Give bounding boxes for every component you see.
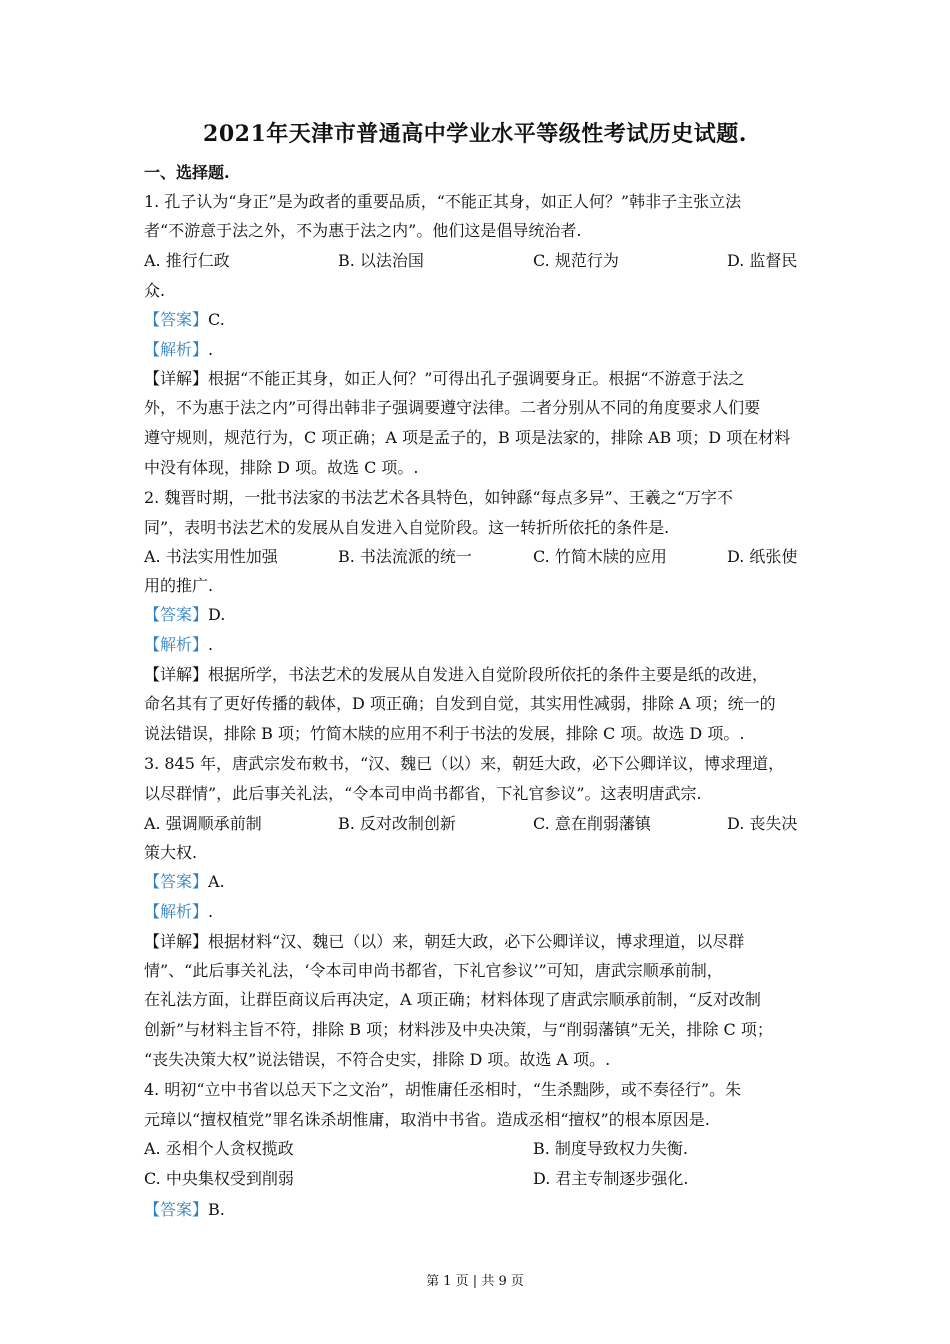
analysis-value: . [208,340,214,359]
q2-detail-line [144,665,768,685]
analysis-tag: 【解析】 [144,902,209,921]
q3-stem-line: 以尽群情”，此后事关礼法，“令本司申尚书都省，下礼官参议”。这表明唐武宗. [144,784,702,803]
answer-value: B. [208,1200,225,1219]
q1-answer [144,310,225,330]
q2-detail-line: 说法错误，排除 B 项；竹简木牍的应用不利于书法的发展，排除 C 项。故选 D 项。. [144,724,745,743]
answer-tag: 【答案】 [144,872,209,891]
q3-option-d: D. 丧失决 [727,814,798,833]
detail-tag: 【详解】 [144,932,209,951]
analysis-tag: 【解析】 [144,635,209,654]
q4-stem-line: 4. 明初“立中书省以总天下之文治”，胡惟庸任丞相时，“生杀黜陟，或不奏径行”。朱 [144,1080,742,1099]
q1-detail-line: 遵守规则，规范行为，C 项正确；A 项是孟子的，B 项是法家的，排除 AB 项；D 项在材料 [144,428,791,447]
detail-text: 根据“不能正其身，如正人何？”可得出孔子强调要身正。根据“不游意于法之 [208,369,745,388]
q1-detail-line: 中没有体现，排除 D 项。故选 C 项。. [144,458,419,477]
q1-option-wrap: 众. [144,281,166,300]
q3-option-c: C. 意在削弱藩镇 [533,814,651,833]
section-heading: 一、选择题. [144,163,230,182]
q3-detail-line: “丧失决策大权”说法错误，不符合史实，排除 D 项。故选 A 项。. [144,1050,611,1069]
q3-detail-line: 创新”与材料主旨不符，排除 B 项；材料涉及中央决策，与“削弱藩镇”无关，排除 C 项； [144,1020,773,1039]
q1-stem-line: 1. 孔子认为“身正”是为政者的重要品质，“不能正其身，如正人何？”韩非子主张立法 [144,192,742,211]
detail-tag: 【详解】 [144,369,209,388]
q2-detail-line: 命名其有了更好传播的载体，D 项正确；自发到自觉，其实用性减弱，排除 A 项；统一的 [144,694,776,713]
q1-analysis [144,340,213,360]
q4-option-b: B. 制度导致权力失衡. [533,1139,689,1158]
analysis-value: . [208,902,214,921]
q2-option-c: C. 竹简木牍的应用 [533,547,667,566]
q3-answer [144,872,225,892]
q4-stem-line: 元璋以“擅权植党”罪名诛杀胡惟庸，取消中书省。造成丞相“擅权”的根本原因是. [144,1110,710,1129]
q2-stem-line: 2. 魏晋时期，一批书法家的书法艺术各具特色，如钟繇“每点多异”、王羲之“万字不 [144,488,733,507]
page-footer: 第 1 页 | 共 9 页 [426,1274,524,1289]
q1-detail-line: 外，不为惠于法之内”可得出韩非子强调要遵守法律。二者分别从不同的角度要求人们要 [144,398,761,417]
q1-option-d: D. 监督民 [727,251,798,270]
detail-text: 根据材料“汉、魏已（以）来，朝廷大政，必下公卿详议，博求理道，以尽群 [208,932,745,951]
answer-value: C. [208,310,225,329]
q4-option-d: D. 君主专制逐步强化. [533,1169,689,1188]
answer-tag: 【答案】 [144,605,209,624]
q1-option-b: B. 以法治国 [338,251,424,270]
page-title: 2021年天津市普通高中学业水平等级性考试历史试题. [203,121,747,147]
answer-tag: 【答案】 [144,310,209,329]
q1-option-a: A. 推行仁政 [144,251,230,270]
q4-answer [144,1200,225,1220]
q2-option-d: D. 纸张使 [727,547,798,566]
q3-option-b: B. 反对改制创新 [338,814,456,833]
q1-detail-line [144,369,745,389]
q2-stem-line: 同”，表明书法艺术的发展从自发进入自觉阶段。这一转折所依托的条件是. [144,518,670,537]
analysis-value: . [208,635,214,654]
q3-detail-line: 在礼法方面，让群臣商议后再决定，A 项正确；材料体现了唐武宗顺承前制，“反对改制 [144,990,761,1009]
q2-option-wrap: 用的推广. [144,576,214,595]
q3-option-a: A. 强调顺承前制 [144,814,262,833]
q1-option-c: C. 规范行为 [533,251,619,270]
q2-option-a: A. 书法实用性加强 [144,547,278,566]
answer-tag: 【答案】 [144,1200,209,1219]
q3-analysis [144,902,213,922]
q4-option-a: A. 丞相个人贪权揽政 [144,1139,294,1158]
detail-tag: 【详解】 [144,665,209,684]
q2-answer [144,605,225,625]
answer-value: D. [208,605,226,624]
detail-text: 根据所学，书法艺术的发展从自发进入自觉阶段所依托的条件主要是纸的改进， [208,665,769,684]
answer-value: A. [208,872,225,891]
q2-option-b: B. 书法流派的统一 [338,547,472,566]
q4-option-c: C. 中央集权受到削弱 [144,1169,294,1188]
q3-option-wrap: 策大权. [144,843,198,862]
q1-stem-line: 者“不游意于法之外，不为惠于法之内”。他们这是倡导统治者. [144,221,582,240]
q2-analysis [144,635,213,655]
q3-stem-line: 3. 845 年，唐武宗发布敕书，“汉、魏已（以）来，朝廷大政，必下公卿详议，博求理道， [144,754,785,773]
q3-detail-line [144,932,744,952]
q3-detail-line: 情”、“此后事关礼法，‘令本司申尚书都省，下礼官参议’”可知，唐武宗顺承前制， [144,961,723,980]
analysis-tag: 【解析】 [144,340,209,359]
